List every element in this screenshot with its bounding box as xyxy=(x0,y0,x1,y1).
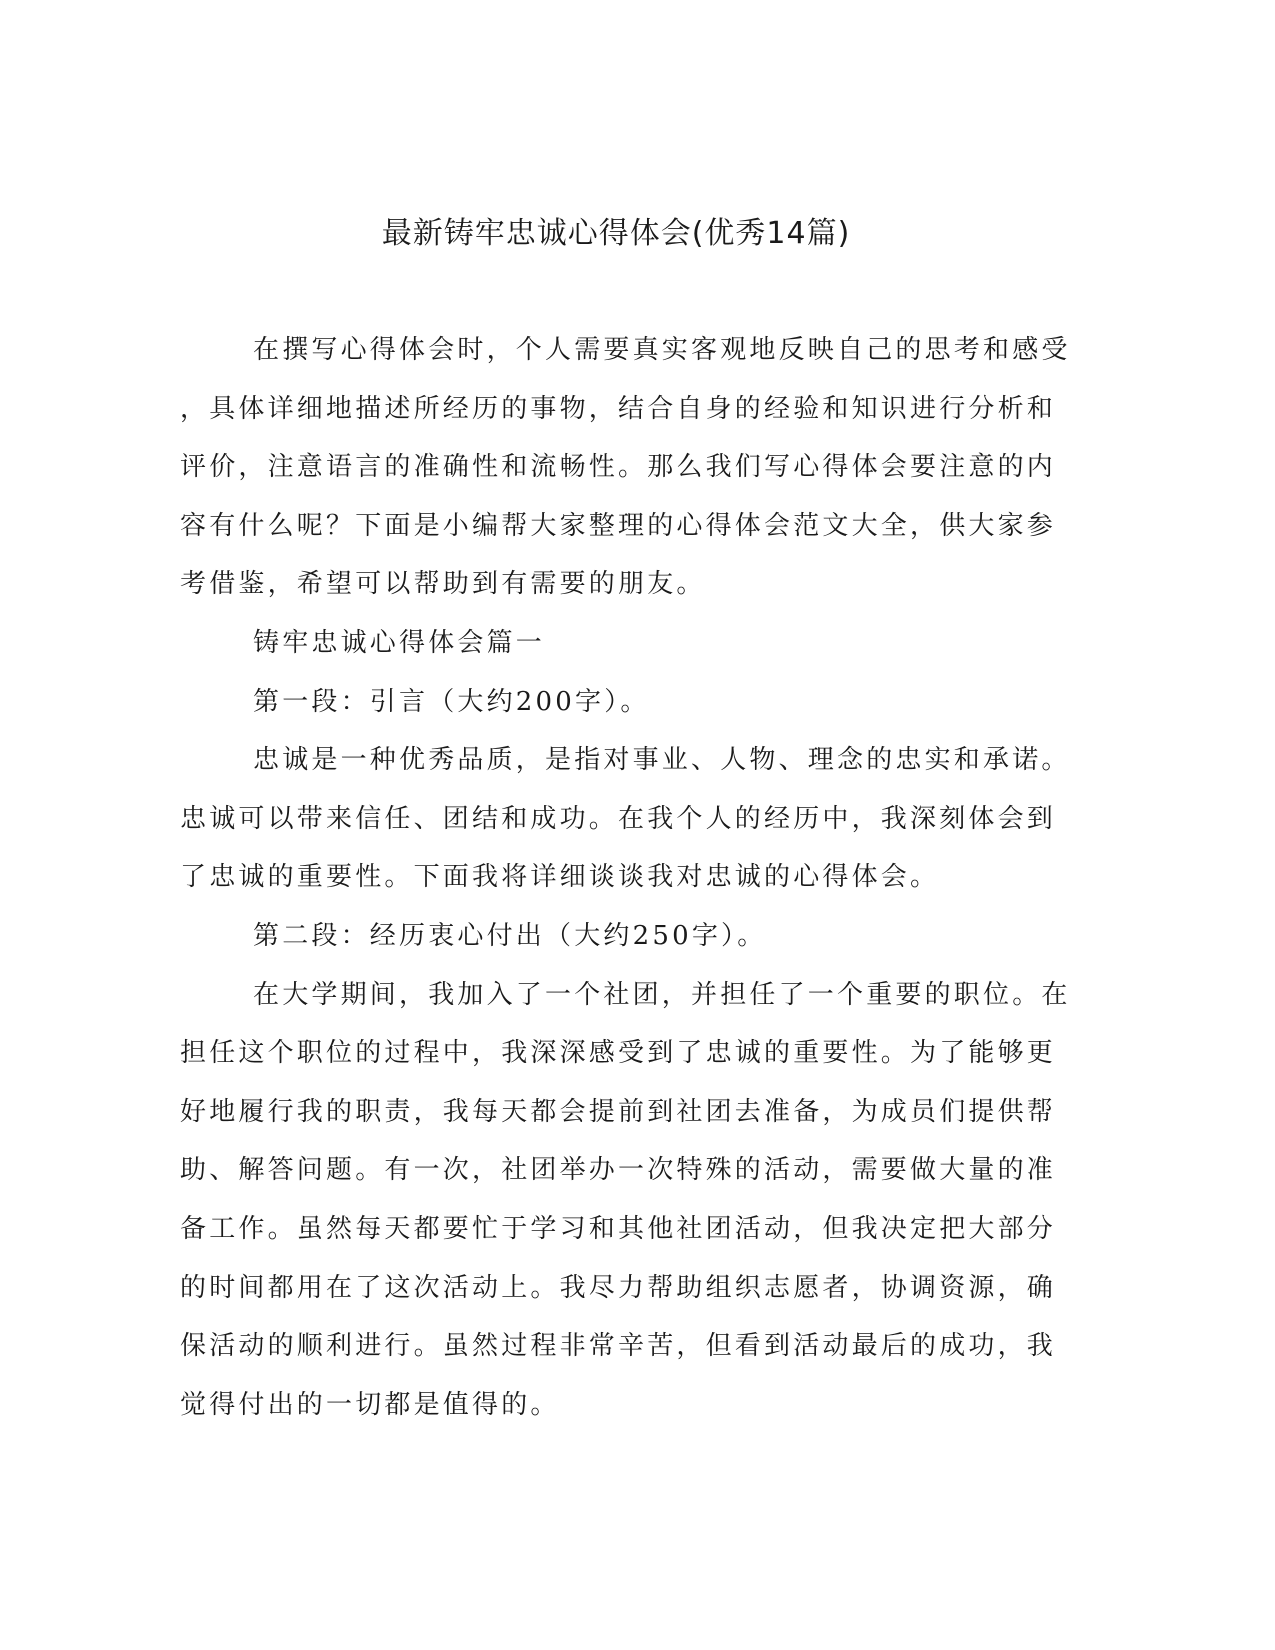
text-line: 助、解答问题。有一次，社团举办一次特殊的活动，需要做大量的准 xyxy=(180,1155,1057,1186)
text-line: 在撰写心得体会时，个人需要真实客观地反映自己的思考和感受 xyxy=(253,335,1071,365)
text-line: ，具体详细地描述所经历的事物，结合自身的经验和知识进行分析和 xyxy=(180,393,1057,424)
subheading-paragraph-2 xyxy=(180,907,1040,966)
intro-paragraph xyxy=(180,321,1071,614)
text-line: 备工作。虽然每天都要忙于学习和其他社团活动，但我决定把大部分 xyxy=(180,1213,1057,1244)
text-line: 容有什么呢？下面是小编帮大家整理的心得体会范文大全，供大家参 xyxy=(180,510,1057,541)
document-body xyxy=(180,321,1071,1434)
body-paragraph-1 xyxy=(180,731,1071,907)
text-line: 忠诚可以带来信任、团结和成功。在我个人的经历中，我深刻体会到 xyxy=(180,803,1057,834)
text-line: 第一段：引言（大约200字）。 xyxy=(253,686,650,717)
text-line: 考借鉴，希望可以帮助到有需要的朋友。 xyxy=(180,569,706,600)
text-line: 评价，注意语言的准确性和流畅性。那么我们写心得体会要注意的内 xyxy=(180,452,1057,483)
text-line: 的时间都用在了这次活动上。我尽力帮助组织志愿者，协调资源，确 xyxy=(180,1272,1057,1303)
section-heading xyxy=(180,614,1040,673)
document-title: 最新铸牢忠诚心得体会(优秀14篇) xyxy=(381,216,851,251)
subheading-paragraph-1 xyxy=(180,673,1040,732)
text-line: 铸牢忠诚心得体会篇一 xyxy=(253,627,546,658)
text-line: 担任这个职位的过程中，我深深感受到了忠诚的重要性。为了能够更 xyxy=(180,1038,1057,1069)
text-line: 了忠诚的重要性。下面我将详细谈谈我对忠诚的心得体会。 xyxy=(180,862,940,893)
body-paragraph-2 xyxy=(180,966,1071,1435)
text-line: 忠诚是一种优秀品质，是指对事业、人物、理念的忠实和承诺。 xyxy=(253,745,1071,776)
text-line: 觉得付出的一切都是值得的。 xyxy=(180,1389,560,1420)
text-line: 保活动的顺利进行。虽然过程非常辛苦，但看到活动最后的成功，我 xyxy=(180,1331,1057,1362)
text-line: 在大学期间，我加入了一个社团，并担任了一个重要的职位。在 xyxy=(253,979,1071,1010)
text-line: 好地履行我的职责，我每天都会提前到社团去准备，为成员们提供帮 xyxy=(180,1096,1057,1127)
text-line: 第二段：经历衷心付出（大约250字）。 xyxy=(253,920,767,951)
